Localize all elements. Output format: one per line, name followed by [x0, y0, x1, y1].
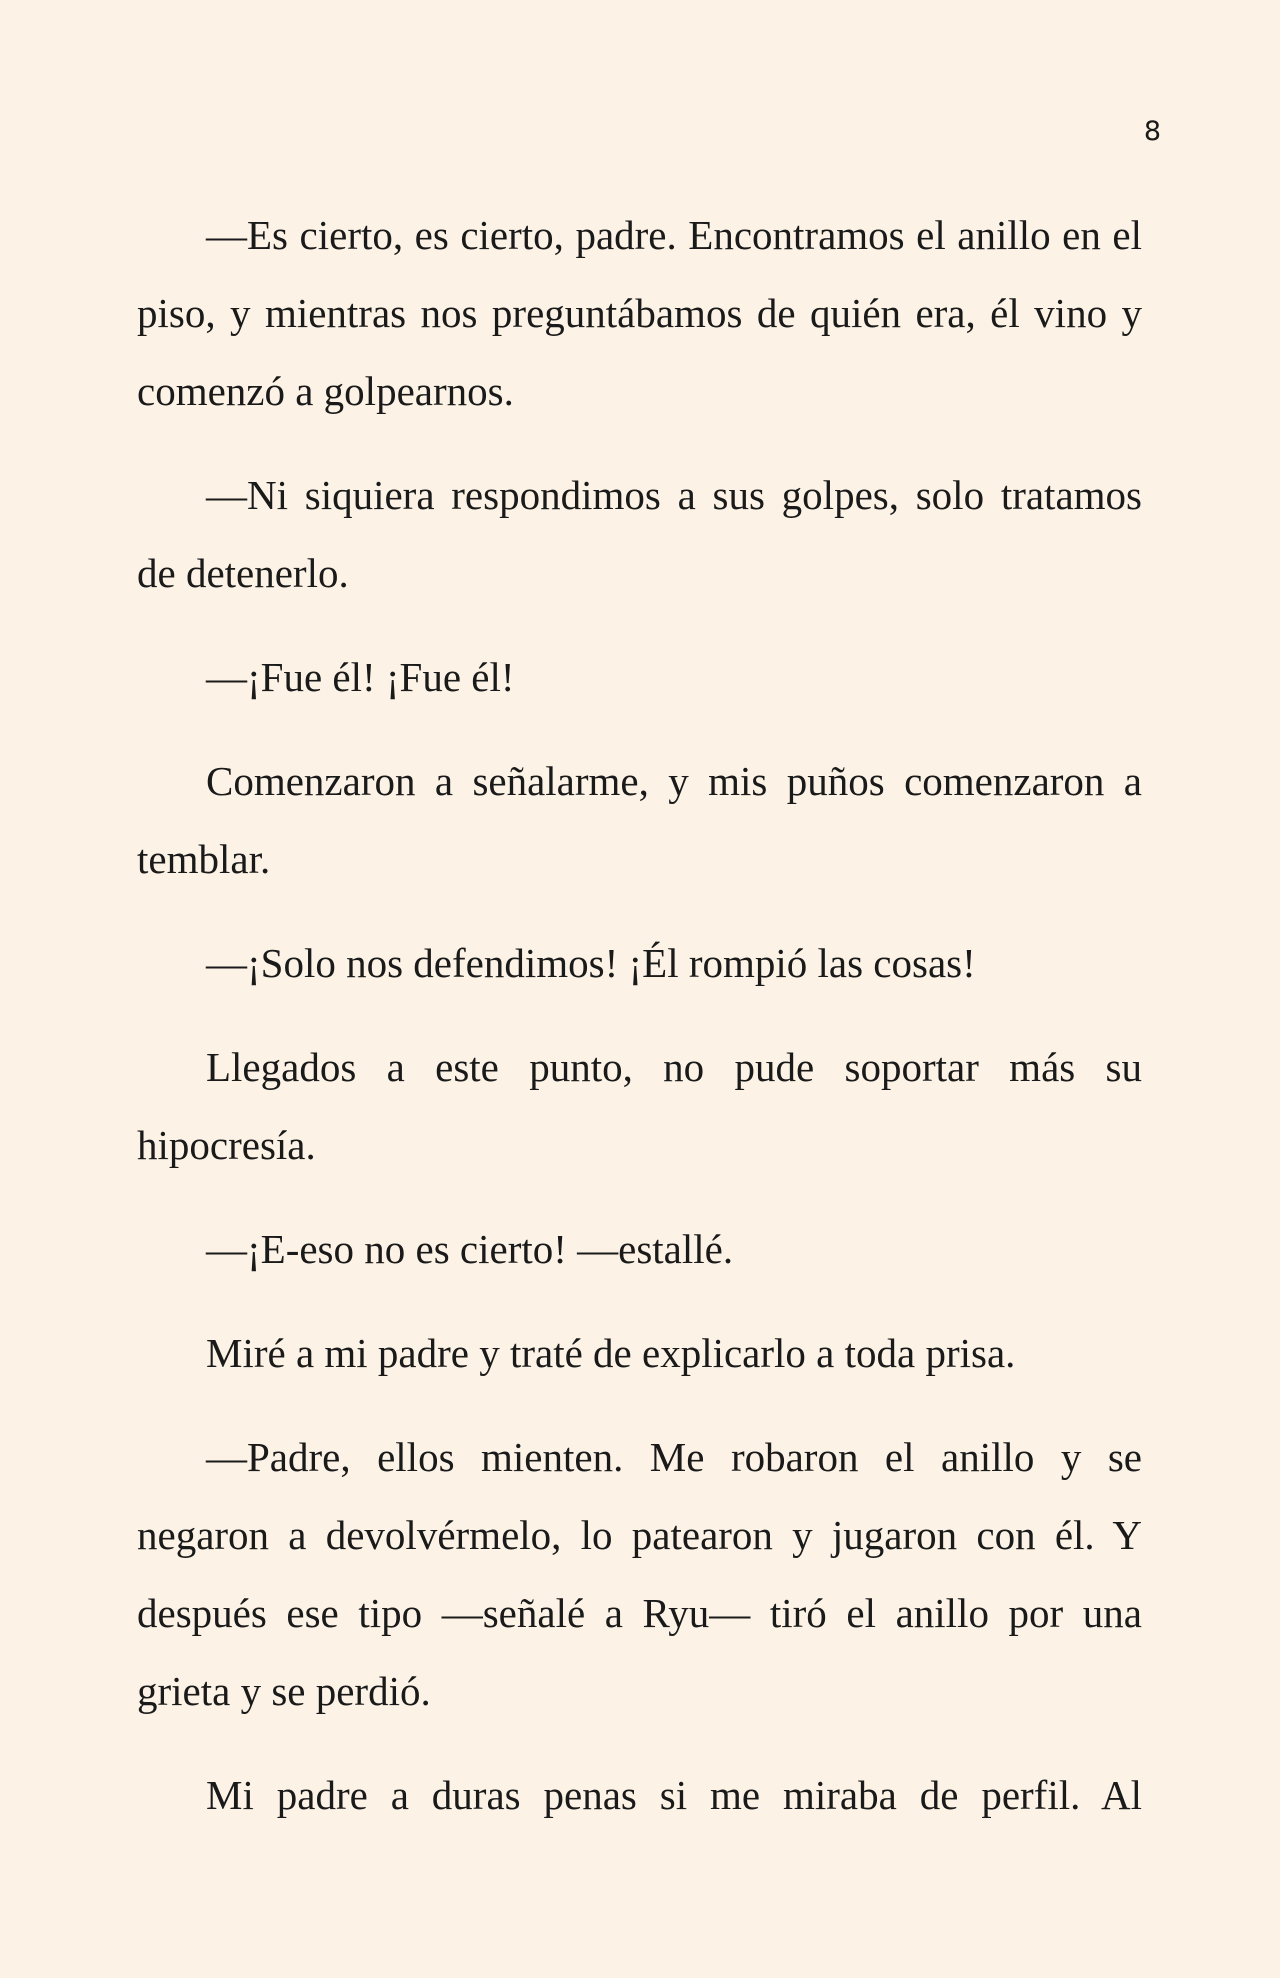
page-number: 8: [1143, 116, 1161, 147]
paragraph: —¡E-eso no es cierto! —estallé.: [206, 1226, 734, 1272]
paragraph: —Ni siquiera respondimos a sus golpes, solo tratamos de detenerlo.: [137, 472, 1142, 596]
paragraph: —Padre, ellos mienten. Me robaron el anillo y se negaron a devolvérmelo, lo patearon y jugaron con él. Y después ese tipo —señalé a Ryu— tiró el anillo por una grieta y se perdió.: [137, 1434, 1142, 1714]
paragraph: —Es cierto, es cierto, padre. Encontramos el anillo en el piso, y mientras nos preguntábamos de quién era, él vino y comenzó a golpearnos.: [137, 212, 1142, 414]
text-body: [137, 196, 1142, 1834]
paragraph: Comenzaron a señalarme, y mis puños comenzaron a temblar.: [137, 758, 1142, 882]
paragraph: Miré a mi padre y traté de explicarlo a toda prisa.: [206, 1330, 1016, 1376]
paragraph: Llegados a este punto, no pude soportar más su hipocresía.: [137, 1044, 1142, 1168]
paragraph: Mi padre a duras penas si me miraba de perfil. Al: [206, 1772, 1142, 1818]
paragraph: —¡Solo nos defendimos! ¡Él rompió las cosas!: [206, 940, 976, 986]
paragraph: —¡Fue él! ¡Fue él!: [206, 654, 515, 700]
